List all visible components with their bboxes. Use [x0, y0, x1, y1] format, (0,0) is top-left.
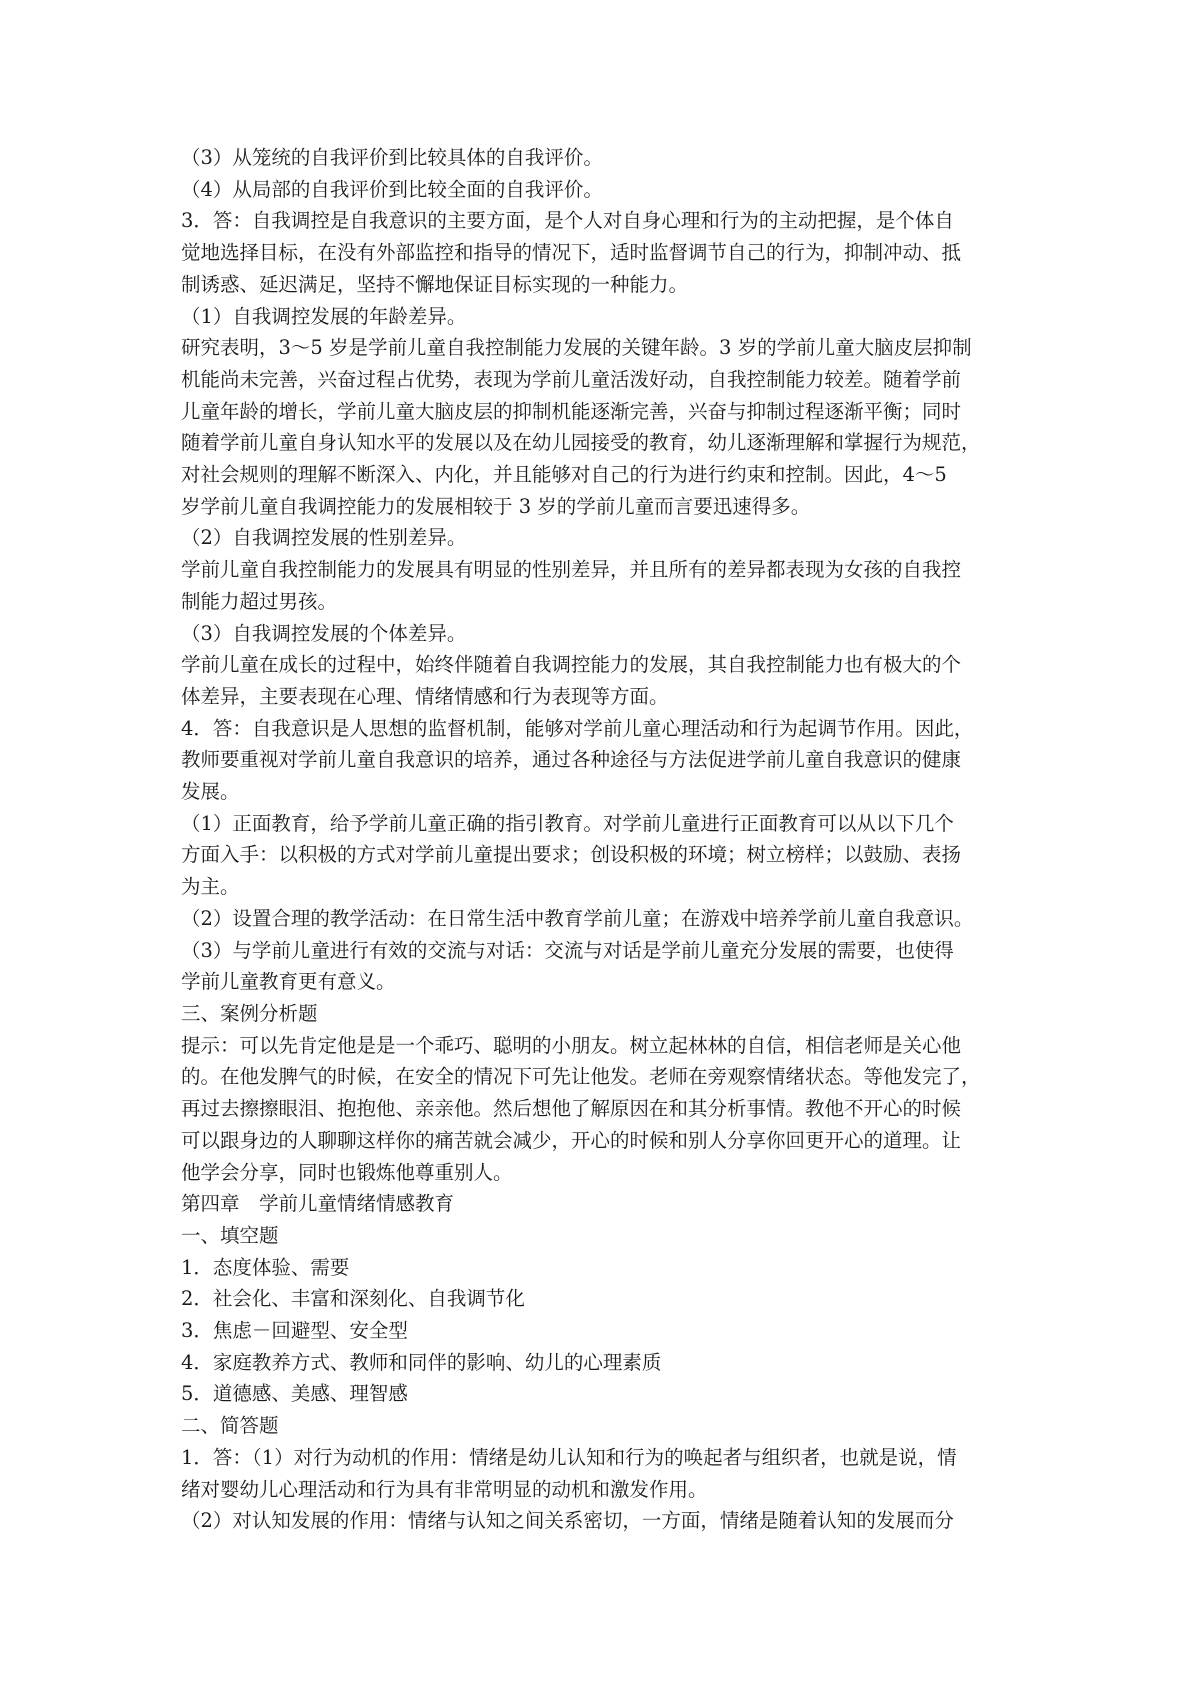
text-line: 3．答：自我调控是自我意识的主要方面，是个人对自身心理和行为的主动把握，是个体自 [181, 209, 954, 233]
text-line: 体差异，主要表现在心理、情绪情感和行为表现等方面。 [181, 684, 669, 708]
text-line: 再过去擦擦眼泪、抱抱他、亲亲他。然后想他了解原因在和其分析事情。教他不开心的时候 [181, 1097, 962, 1121]
text-line: 岁学前儿童自我调控能力的发展相较于 3 岁的学前儿童而言要迅速得多。 [181, 494, 811, 518]
text-line: 儿童年龄的增长，学前儿童大脑皮层的抑制机能逐渐完善，兴奋与抑制过程逐渐平衡；同时 [181, 399, 962, 423]
text-line: （3）与学前儿童进行有效的交流与对话：交流与对话是学前儿童充分发展的需要，也使得 [181, 938, 954, 962]
text-line: （3）从笼统的自我评价到比较具体的自我评价。 [181, 146, 603, 169]
text-line: 他学会分享，同时也锻炼他尊重别人。 [181, 1160, 513, 1184]
text-line: （1）正面教育，给予学前儿童正确的指引教育。对学前儿童进行正面教育可以从以下几个 [181, 811, 954, 835]
answer-item: 4．家庭教养方式、教师和同伴的影响、幼儿的心理素质 [181, 1350, 662, 1374]
chapter-heading: 第四章 学前儿童情绪情感教育 [181, 1192, 455, 1216]
text-line: 对社会规则的理解不断深入、内化，并且能够对自己的行为进行约束和控制。因此，4～5 [181, 463, 947, 487]
text-line: 制能力超过男孩。 [181, 589, 338, 613]
text-line: 的。在他发脾气的时候，在安全的情况下可先让他发。老师在旁观察情绪状态。等他发完了， [181, 1065, 981, 1089]
text-line: 为主。 [181, 875, 240, 899]
text-line: （3）自我调控发展的个体差异。 [181, 621, 467, 645]
text-line: （2）设置合理的教学活动：在日常生活中教育学前儿童；在游戏中培养学前儿童自我意识。 [181, 906, 974, 930]
answer-item: 2．社会化、丰富和深刻化、自我调节化 [181, 1287, 525, 1311]
text-line: 方面入手：以积极的方式对学前儿童提出要求；创设积极的环境；树立榜样；以鼓励、表扬 [181, 843, 962, 867]
answer-item: 5．道德感、美感、理智感 [181, 1382, 408, 1406]
text-line: （1）自我调控发展的年龄差异。 [181, 304, 467, 328]
text-line: 1．答：（1）对行为动机的作用：情绪是幼儿认知和行为的唤起者与组织者，也就是说，情 [181, 1445, 957, 1469]
text-line: 学前儿童在成长的过程中，始终伴随着自我调控能力的发展，其自我控制能力也有极大的个 [181, 653, 962, 677]
text-line: （2）对认知发展的作用：情绪与认知之间关系密切，一方面，情绪是随着认知的发展而分 [181, 1509, 954, 1533]
document-page [181, 142, 1019, 1537]
text-line: 制诱惑、延迟满足，坚持不懈地保证目标实现的一种能力。 [181, 272, 689, 296]
text-line: 随着学前儿童自身认知水平的发展以及在幼儿园接受的教育，幼儿逐渐理解和掌握行为规范， [181, 431, 981, 455]
text-line: 觉地选择目标，在没有外部监控和指导的情况下，适时监督调节自己的行为，抑制冲动、抵 [181, 241, 962, 265]
text-line: 发展。 [181, 780, 240, 804]
answer-item: 3．焦虑－回避型、安全型 [181, 1319, 408, 1343]
section-heading: 二、简答题 [181, 1414, 279, 1438]
text-line: 4．答：自我意识是人思想的监督机制，能够对学前儿童心理活动和行为起调节作用。因此， [181, 716, 974, 740]
text-line: 提示：可以先肯定他是是一个乖巧、聪明的小朋友。树立起林林的自信，相信老师是关心他 [181, 1033, 962, 1057]
section-heading: 一、填空题 [181, 1223, 279, 1247]
text-line: 可以跟身边的人聊聊这样你的痛苦就会减少，开心的时候和别人分享你回更开心的道理。让 [181, 1128, 962, 1152]
section-heading: 三、案例分析题 [181, 1001, 318, 1025]
text-line: （2）自我调控发展的性别差异。 [181, 526, 467, 550]
text-line: 机能尚未完善，兴奋过程占优势，表现为学前儿童活泼好动，自我控制能力较差。随着学前 [181, 367, 962, 391]
text-line: 学前儿童自我控制能力的发展具有明显的性别差异，并且所有的差异都表现为女孩的自我控 [181, 558, 962, 582]
text-line: 研究表明，3～5 岁是学前儿童自我控制能力发展的关键年龄。3 岁的学前儿童大脑皮层抑制 [181, 336, 972, 360]
text-line: 学前儿童教育更有意义。 [181, 970, 396, 994]
answer-item: 1．态度体验、需要 [181, 1255, 350, 1279]
text-line: （4）从局部的自我评价到比较全面的自我评价。 [181, 177, 603, 201]
text-line: 绪对婴幼儿心理活动和行为具有非常明显的动机和激发作用。 [181, 1477, 708, 1501]
text-line: 教师要重视对学前儿童自我意识的培养，通过各种途径与方法促进学前儿童自我意识的健康 [181, 748, 962, 772]
